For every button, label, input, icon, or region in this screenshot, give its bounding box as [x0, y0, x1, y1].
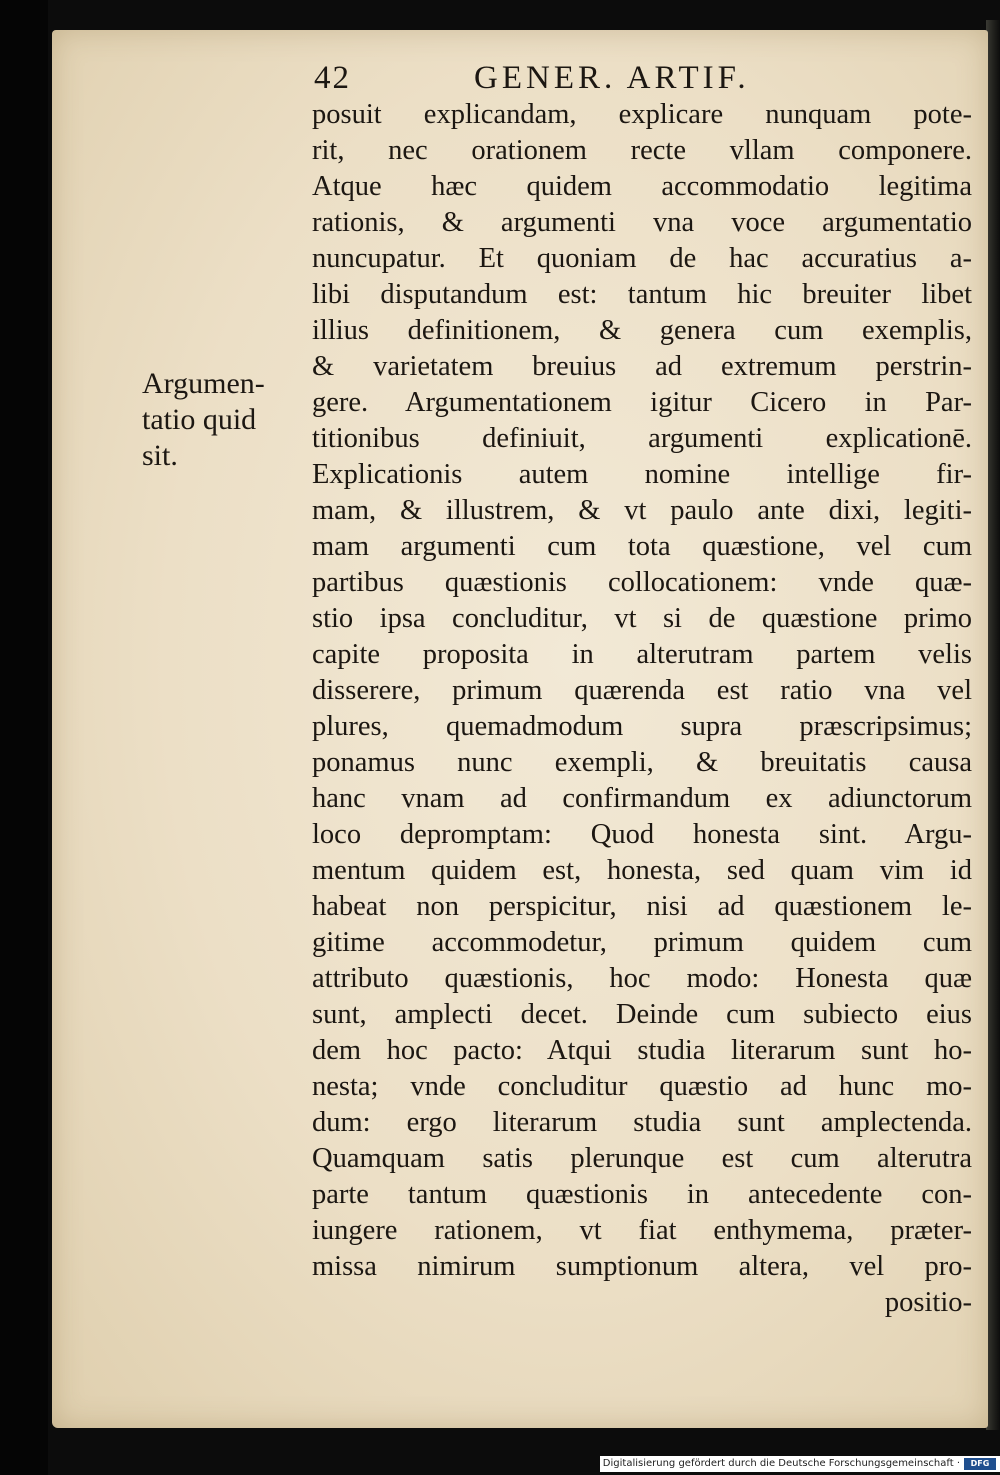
- text-line: Quamquam satis plerunque est cum alterutra: [312, 1143, 972, 1174]
- digitization-credit: [600, 1456, 1000, 1472]
- catchword: positio-: [884, 1287, 972, 1318]
- text-line: posuit explicandam, explicare nunquam pote-: [312, 99, 972, 130]
- text-line: ponamus nunc exempli, & breuitatis causa: [312, 747, 972, 778]
- text-line: titionibus definiuit, argumenti explicationē.: [312, 423, 972, 454]
- text-line: sunt, amplecti decet. Deinde cum subiecto eius: [312, 999, 972, 1030]
- marginal-note: [142, 366, 302, 474]
- body-text: [312, 97, 972, 1321]
- text-line: gitime accommodetur, primum quidem cum: [312, 927, 972, 958]
- text-line: rit, nec orationem recte vllam componere.: [312, 135, 972, 166]
- book-page-edges: [986, 20, 1000, 1430]
- text-line: rationis, & argumenti vna voce argumentatio: [312, 207, 972, 238]
- text-line: dem hoc pacto: Atqui studia literarum sunt ho-: [312, 1035, 972, 1066]
- credit-text: Digitalisierung gefördert durch die Deutsche Forschungsgemeinschaft ·: [602, 1458, 960, 1469]
- text-line: nuncupatur. Et quoniam de hac accuratius a-: [312, 243, 972, 274]
- text-line: hanc vnam ad confirmandum ex adiunctorum: [312, 783, 972, 814]
- text-line: stio ipsa concluditur, vt si de quæstione primo: [312, 603, 972, 634]
- marginal-note-line: sit.: [142, 439, 178, 472]
- text-line: mam argumenti cum tota quæstione, vel cum: [312, 531, 972, 562]
- text-line: libi disputandum est: tantum hic breuiter libet: [312, 279, 972, 310]
- text-line: loco depromptam: Quod honesta sint. Argu-: [312, 819, 972, 850]
- text-line: Explicationis autem nomine intellige fir-: [312, 459, 972, 490]
- text-line: & varietatem breuius ad extremum perstrin-: [312, 351, 972, 382]
- text-line: mam, & illustrem, & vt paulo ante dixi, legiti-: [312, 495, 972, 526]
- text-line: disserere, primum quærenda est ratio vna vel: [312, 675, 972, 706]
- text-line: iungere rationem, vt fiat enthymema, præter-: [312, 1215, 972, 1246]
- text-line: missa nimirum sumptionum altera, vel pro-: [312, 1251, 972, 1282]
- text-line: mentum quidem est, honesta, sed quam vim id: [312, 855, 972, 886]
- scan-left-border: [0, 0, 48, 1475]
- text-line: partibus quæstionis collocationem: vnde quæ-: [312, 567, 972, 598]
- dfg-logo: DFG: [964, 1458, 996, 1470]
- text-line: nesta; vnde concluditur quæstio ad hunc mo-: [312, 1071, 972, 1102]
- running-title: GENER. ARTIF.: [474, 60, 750, 96]
- text-line: Atque hæc quidem accommodatio legitima: [312, 171, 972, 202]
- text-line: habeat non perspicitur, nisi ad quæstionem le-: [312, 891, 972, 922]
- text-line: gere. Argumentationem igitur Cicero in Par-: [312, 387, 972, 418]
- text-line: parte tantum quæstionis in antecedente con-: [312, 1179, 972, 1210]
- page-number: 42: [314, 60, 351, 96]
- text-line: illius definitionem, & genera cum exemplis,: [312, 315, 972, 346]
- text-line: capite proposita in alterutram partem velis: [312, 639, 972, 670]
- marginal-note-line: Argumen-: [142, 367, 265, 400]
- page-header: [312, 60, 972, 96]
- text-line: attributo quæstionis, hoc modo: Honesta quæ: [312, 963, 972, 994]
- marginal-note-line: tatio quid: [142, 403, 257, 436]
- text-line: dum: ergo literarum studia sunt amplectenda.: [312, 1107, 972, 1138]
- text-line: plures, quemadmodum supra præscripsimus;: [312, 711, 972, 742]
